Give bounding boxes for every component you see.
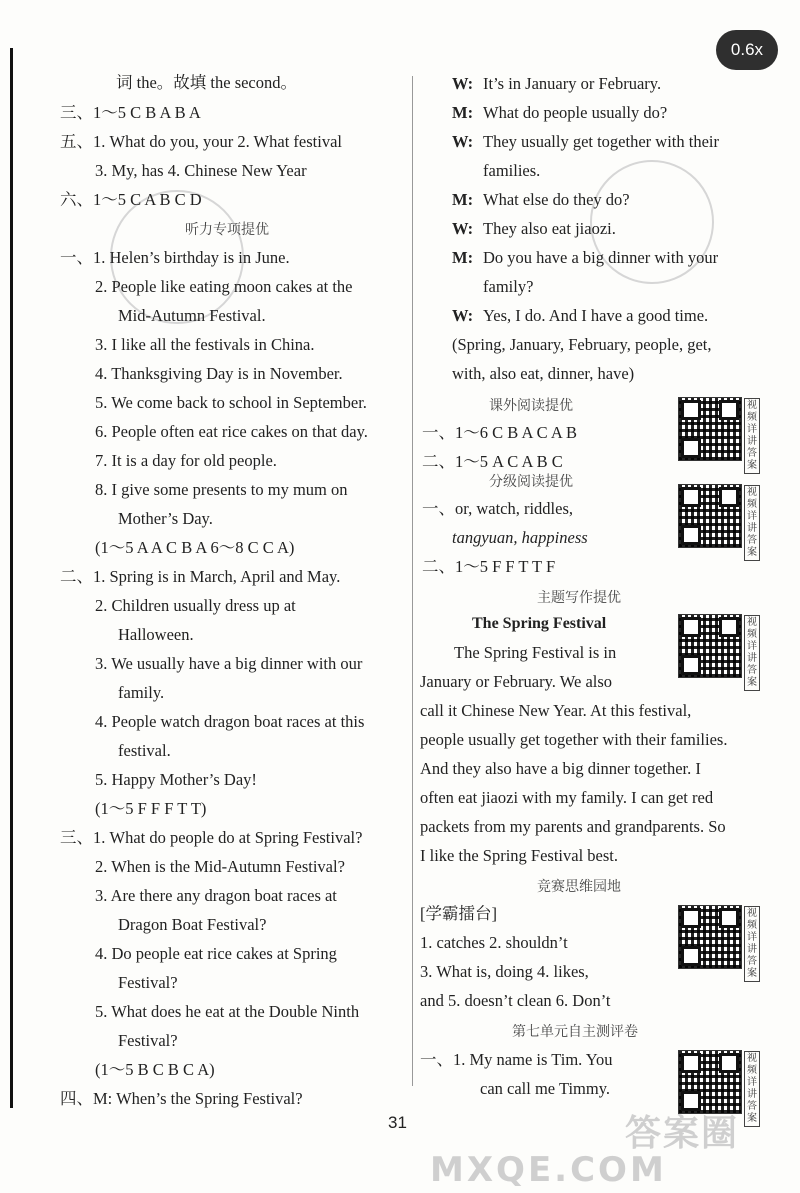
answer-line: tangyuan, happiness	[452, 528, 588, 547]
dialog-line: It’s in January or February.	[483, 74, 662, 93]
section-heading-graded: 分级阅读提优	[489, 474, 573, 490]
dialog-line: They usually get together with their	[483, 132, 719, 151]
dialog-line: They also eat jiaozi.	[483, 219, 616, 238]
essay-line: And they also have a big dinner together. I	[420, 759, 701, 778]
answer-line: 二、1～5 A C A B C	[422, 452, 563, 471]
speaker-label: M:	[452, 103, 474, 122]
answer-line: and 5. doesn’t clean 6. Don’t	[420, 991, 611, 1010]
answer-line: family.	[118, 683, 165, 702]
answer-line: 一、1. My name is Tim. You	[420, 1050, 613, 1069]
answer-line: 四、M: When’s the Spring Festival?	[60, 1089, 303, 1108]
section-heading-thinking: 竞赛思维园地	[537, 879, 621, 895]
answer-line: festival.	[118, 741, 171, 760]
dialog-line: family?	[483, 277, 534, 296]
answer-line: [学霸擂台]	[420, 904, 497, 923]
answer-line: 5. We come back to school in September.	[95, 393, 367, 412]
word-list: (Spring, January, February, people, get,	[452, 335, 712, 354]
answer-line: 2. People like eating moon cakes at the	[95, 277, 353, 296]
essay-line: I like the Spring Festival best.	[420, 846, 618, 865]
essay-line: often eat jiaozi with my family. I can get red	[420, 788, 714, 807]
essay-line: The Spring Festival is in	[454, 643, 617, 662]
answer-line: 二、1. Spring is in March, April and May.	[60, 567, 341, 586]
qr-label: 视频详讲答案	[744, 398, 760, 474]
answer-line: (1～5 A A C B A 6～8 C C A)	[95, 538, 295, 557]
qr-label: 视频详讲答案	[744, 1051, 760, 1127]
answer-line: 4. People watch dragon boat races at this	[95, 712, 365, 731]
section-heading-unit7: 第七单元自主测评卷	[512, 1024, 638, 1040]
answer-line: 一、or, watch, riddles,	[422, 499, 574, 518]
answer-line: 3. I like all the festivals in China.	[95, 335, 315, 354]
answer-line: 五、1. What do you, your 2. What festival	[60, 132, 342, 151]
answer-line: 六、1～5 C A B C D	[60, 190, 202, 209]
answer-line: 3. My, has 4. Chinese New Year	[95, 161, 307, 180]
answer-line: 一、1. Helen’s birthday is in June.	[60, 248, 290, 267]
essay-line: people usually get together with their families.	[420, 730, 728, 749]
speaker-label: W:	[452, 306, 474, 325]
watermark-logo: 答案圈	[625, 1113, 740, 1154]
qr-label: 视频详讲答案	[744, 615, 760, 691]
speaker-label: M:	[452, 190, 474, 209]
binding-edge	[10, 48, 13, 1108]
section-heading-writing: 主题写作提优	[537, 590, 621, 606]
answer-line: Mother’s Day.	[118, 509, 213, 528]
answer-line: 2. Children usually dress up at	[95, 596, 296, 615]
answer-line: 4. Thanksgiving Day is in November.	[95, 364, 343, 383]
answer-line: 5. Happy Mother’s Day!	[95, 770, 257, 789]
dialog-line: Yes, I do. And I have a good time.	[483, 306, 709, 325]
essay-line: packets from my parents and grandparents. So	[420, 817, 726, 836]
section-heading-reading: 课外阅读提优	[489, 398, 573, 414]
answer-line: 一、1～6 C B A C A B	[422, 423, 577, 442]
section-heading-listening: 听力专项提优	[185, 222, 269, 238]
answer-line: 2. When is the Mid-Autumn Festival?	[95, 857, 345, 876]
answer-line: 词 the。故填 the second。	[116, 73, 298, 92]
dialog-line: Do you have a big dinner with your	[483, 248, 719, 267]
essay-title: The Spring Festival	[472, 615, 607, 632]
qr-code[interactable]	[678, 484, 742, 548]
answer-line: 1. catches 2. shouldn’t	[420, 933, 568, 952]
speaker-label: W:	[452, 219, 474, 238]
speaker-label: M:	[452, 248, 474, 267]
speaker-label: W:	[452, 132, 474, 151]
answer-line: (1～5 B C B C A)	[95, 1060, 215, 1079]
dialog-line: What do people usually do?	[483, 103, 668, 122]
speaker-label: W:	[452, 74, 474, 93]
dialog-line: What else do they do?	[483, 190, 630, 209]
answer-line: Mid-Autumn Festival.	[118, 306, 266, 325]
answer-line: 三、1. What do people do at Spring Festival?	[60, 828, 363, 847]
answer-line: Festival?	[118, 1031, 178, 1050]
essay-line: call it Chinese New Year. At this festival,	[420, 701, 692, 720]
qr-code[interactable]	[678, 397, 742, 461]
dialog-line: families.	[483, 161, 541, 180]
column-divider	[412, 76, 413, 1086]
answer-line: (1～5 F F F T T)	[95, 799, 207, 818]
qr-label: 视频详讲答案	[744, 485, 760, 561]
answer-line: 三、1～5 C B A B A	[60, 103, 201, 122]
word-list: with, also eat, dinner, have)	[452, 364, 635, 383]
answer-line: 3. What is, doing 4. likes,	[420, 962, 589, 981]
answer-line: can call me Timmy.	[480, 1079, 611, 1098]
essay-line: January or February. We also	[420, 672, 613, 691]
watermark-site: MXQE.COM	[430, 1150, 667, 1190]
qr-label: 视频详讲答案	[744, 906, 760, 982]
answer-line: 7. It is a day for old people.	[95, 451, 277, 470]
qr-code[interactable]	[678, 614, 742, 678]
answer-line: Festival?	[118, 973, 178, 992]
page-number: 31	[388, 1113, 407, 1132]
answer-line: 4. Do people eat rice cakes at Spring	[95, 944, 337, 963]
answer-line: 3. We usually have a big dinner with our	[95, 654, 363, 673]
qr-code[interactable]	[678, 905, 742, 969]
answer-line: Dragon Boat Festival?	[118, 915, 267, 934]
answer-line: Halloween.	[118, 625, 194, 644]
playback-speed-badge[interactable]: 0.6x	[716, 30, 778, 70]
answer-line: 6. People often eat rice cakes on that day.	[95, 422, 368, 441]
answer-line: 二、1～5 F F T T F	[422, 557, 556, 576]
answer-line: 3. Are there any dragon boat races at	[95, 886, 337, 905]
answer-line: 5. What does he eat at the Double Ninth	[95, 1002, 360, 1021]
answer-line: 8. I give some presents to my mum on	[95, 480, 348, 499]
